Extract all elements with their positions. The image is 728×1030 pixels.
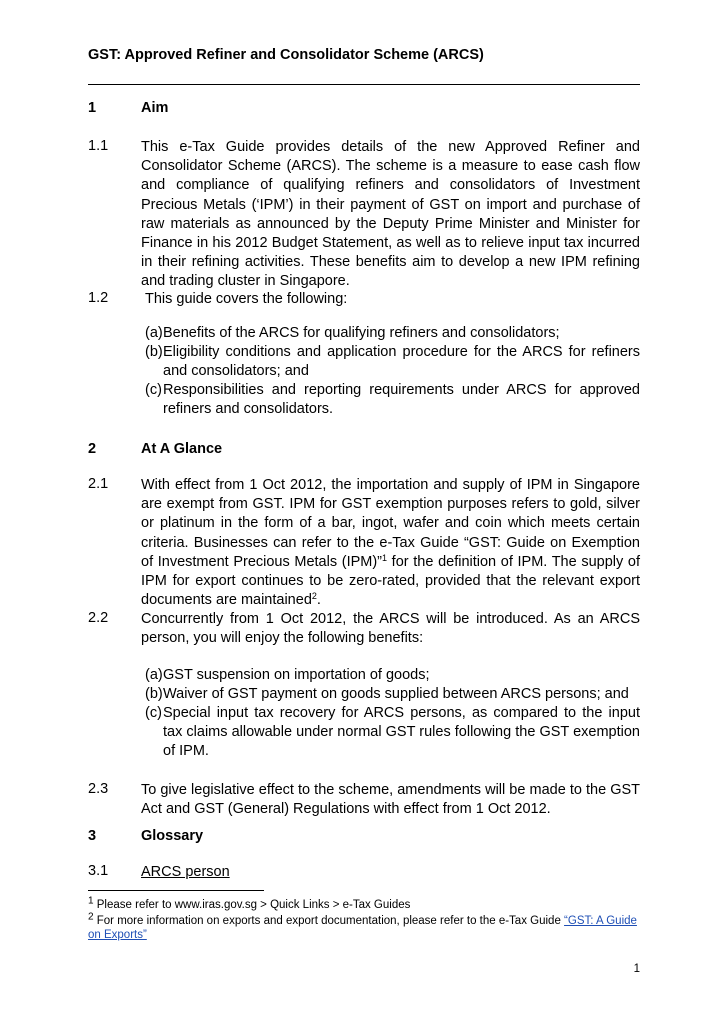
footnote-ref-2: 2	[311, 591, 317, 602]
list-item-text: Special input tax recovery for ARCS persons, as compared to the input tax claims allowable under normal GST rules following the GST exemption of IPM.	[163, 705, 640, 760]
footnote-1-text: Please refer to www.iras.gov.sg > Quick Links > e-Tax Guides	[93, 899, 411, 911]
list-item-text: Eligibility conditions and application procedure for the ARCS for refiners and consolidators; and	[163, 344, 640, 380]
list-item-label: (c)	[145, 382, 162, 398]
paragraph-3-1-number: 3.1	[88, 863, 109, 879]
paragraph-2-1-text-a: With effect from 1 Oct 2012, the importation and supply of IPM in Singapore are exempt from GST. IPM for GST exemption purposes refers to gold, silver or platinum in the form of a bar, ingot, wafer and coin which meets certain criteria. Businesses can refer to the e-Tax Guide “GST: Guide on Exemption of Investment Precious Metals (IPM)”	[141, 477, 640, 570]
page-number: 1	[633, 963, 640, 975]
list-item-label: (b)	[145, 344, 163, 360]
footnote-ref-1: 1	[382, 552, 388, 563]
paragraph-1-2-number: 1.2	[88, 290, 109, 306]
section-1-title: Aim	[141, 100, 169, 116]
document-header-title: GST: Approved Refiner and Consolidator Scheme (ARCS)	[88, 47, 484, 63]
glossary-term-arcs-person: ARCS person	[141, 864, 230, 880]
paragraph-2-2-number: 2.2	[88, 610, 109, 626]
section-2-title: At A Glance	[141, 441, 223, 457]
list-item	[141, 381, 640, 419]
footnote-2-text: For more information on exports and export documentation, please refer to the e-Tax Guide	[93, 915, 565, 927]
section-2-number: 2	[88, 441, 97, 457]
paragraph-1-1-number: 1.1	[88, 138, 109, 154]
list-item-label: (b)	[145, 686, 163, 702]
footnote-1	[88, 895, 640, 912]
paragraph-2-1-number: 2.1	[88, 476, 109, 492]
footnote-1-mark: 1	[88, 895, 94, 907]
paragraph-1-2-text: This guide covers the following:	[145, 291, 348, 307]
header-divider	[88, 84, 640, 85]
footnote-2-mark: 2	[88, 911, 94, 923]
list-item-label: (a)	[145, 325, 163, 341]
list-item-label: (c)	[145, 705, 162, 721]
section-3-number: 3	[88, 828, 97, 844]
list-item	[141, 666, 640, 685]
list-item-text: Benefits of the ARCS for qualifying refiners and consolidators;	[163, 325, 560, 341]
list-item	[141, 685, 640, 704]
section-3-title: Glossary	[141, 828, 204, 844]
list-item	[141, 704, 640, 762]
list-item	[141, 343, 640, 381]
footnote-2	[88, 911, 640, 942]
list-item-text: Responsibilities and reporting requirements under ARCS for approved refiners and consolidators.	[163, 382, 640, 418]
section-1-number: 1	[88, 100, 97, 116]
paragraph-2-1-text-c: .	[316, 592, 321, 609]
paragraph-2-3-text: To give legislative effect to the scheme, amendments will be made to the GST Act and GST (General) Regulations with effect from 1 Oct 2012.	[141, 782, 640, 818]
list-item	[141, 324, 640, 343]
paragraph-2-2-text: Concurrently from 1 Oct 2012, the ARCS will be introduced. As an ARCS person, you will enjoy the following benefits:	[141, 611, 640, 647]
export-guide-link[interactable]: “GST: A Guide on Exports”	[88, 915, 637, 941]
list-item-label: (a)	[145, 667, 163, 683]
footnote-divider	[88, 890, 264, 891]
paragraph-2-1-text	[141, 476, 640, 610]
paragraph-2-1-text-b: for the definition of IPM. The supply of IPM for export continues to be zero-rated, provided that the relevant export documents are maintained	[141, 553, 641, 609]
paragraph-2-3-number: 2.3	[88, 781, 109, 797]
paragraph-1-1-text: This e-Tax Guide provides details of the new Approved Refiner and Consolidator Scheme (ARCS). The scheme is a measure to ease cash flow and compliance of qualifying refiners and consolidators of Investment Precious Metals (‘IPM’) in their payment of GST on import and purchase of raw materials as announced by the Deputy Prime Minister and Minister for Finance in his 2012 Budget Statement, as well as to relieve input tax incurred in their refining activities. These benefits aim to develop a new IPM refining and trading cluster in Singapore.	[141, 139, 640, 290]
list-item-text: Waiver of GST payment on goods supplied between ARCS persons; and	[163, 686, 629, 702]
list-item-text: GST suspension on importation of goods;	[163, 667, 430, 683]
